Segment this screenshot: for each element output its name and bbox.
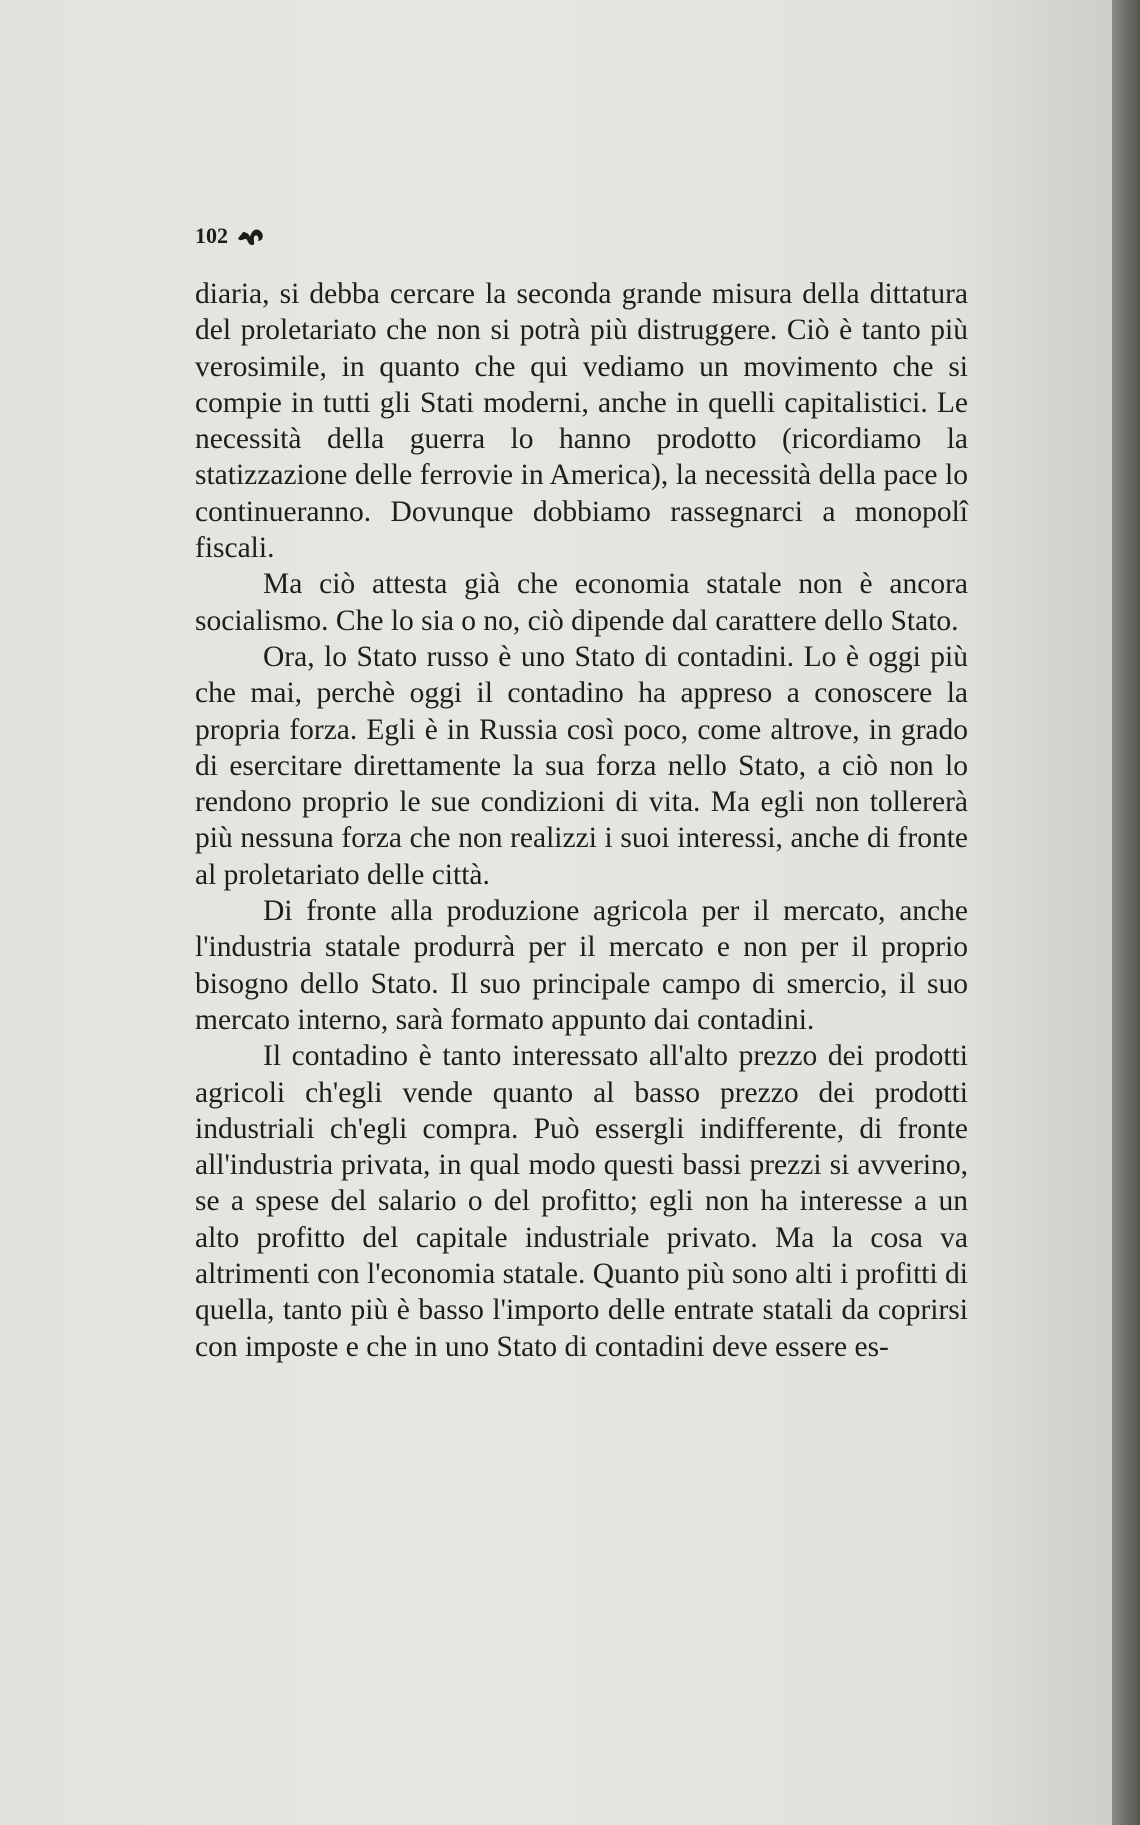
paragraph: Di fronte alla produzione agricola per il mercato, anche l'industria statale produrrà per il mercato e non per il proprio bisogno dello Stato. Il suo principale campo di smercio, il suo mercato interno, sarà formato appunto dai contadini. <box>195 895 968 1036</box>
paragraph: Il contadino è tanto interessato all'alto prezzo dei prodotti agricoli ch'egli vende quanto al basso prezzo dei prodotti industriali ch'egli compra. Può essergli indifferente, di fronte all'industria privata, in qual modo questi bassi prezzi si avverino, se a spese del salario o del profitto; egli non ha interesse a un alto profitto del capitale industriale privato. Ma la cosa va altrimenti con l'economia statale. Quanto più sono alti i profitti di quella, tanto più è basso l'importo delle entrate statali da coprirsi con imposte e che in uno Stato di contadini deve essere es- <box>195 1040 968 1363</box>
paragraph: diaria, si debba cercare la seconda grande misura della dittatura del proletariato che non si potrà più distruggere. Ciò è tanto più verosimile, in quanto che qui vediamo un movimento che si compie in tutti gli Stati moderni, anche in quelli capitalistici. Le necessità della guerra lo hanno prodotto (ricordiamo la statizzazione delle ferrovie in America), la necessità della pace lo continueranno. Dovunque dobbiamo rassegnarci a monopolî fiscali. <box>195 278 968 565</box>
page-edge-shadow <box>1112 0 1140 1825</box>
paragraph: Ora, lo Stato russo è uno Stato di contadini. Lo è oggi più che mai, perchè oggi il contadino ha appreso a conoscere la propria forza. Egli è in Russia così poco, come altrove, in grado di esercitare direttamente la sua forza nello Stato, a ciò non lo rendono proprio le sue condizioni di vita. Ma egli non tollererà più nessuna forza che non realizzi i suoi interessi, anche di fronte al proletariato delle città. <box>195 640 968 891</box>
page-number: 102 <box>195 223 228 248</box>
floral-ornament-icon <box>236 225 266 247</box>
page-header <box>195 223 266 249</box>
paragraph: Ma ciò attesta già che economia statale non è ancora socialismo. Che lo sia o no, ciò dipende dal carattere dello Stato. <box>195 568 968 637</box>
body-text <box>195 276 968 1365</box>
